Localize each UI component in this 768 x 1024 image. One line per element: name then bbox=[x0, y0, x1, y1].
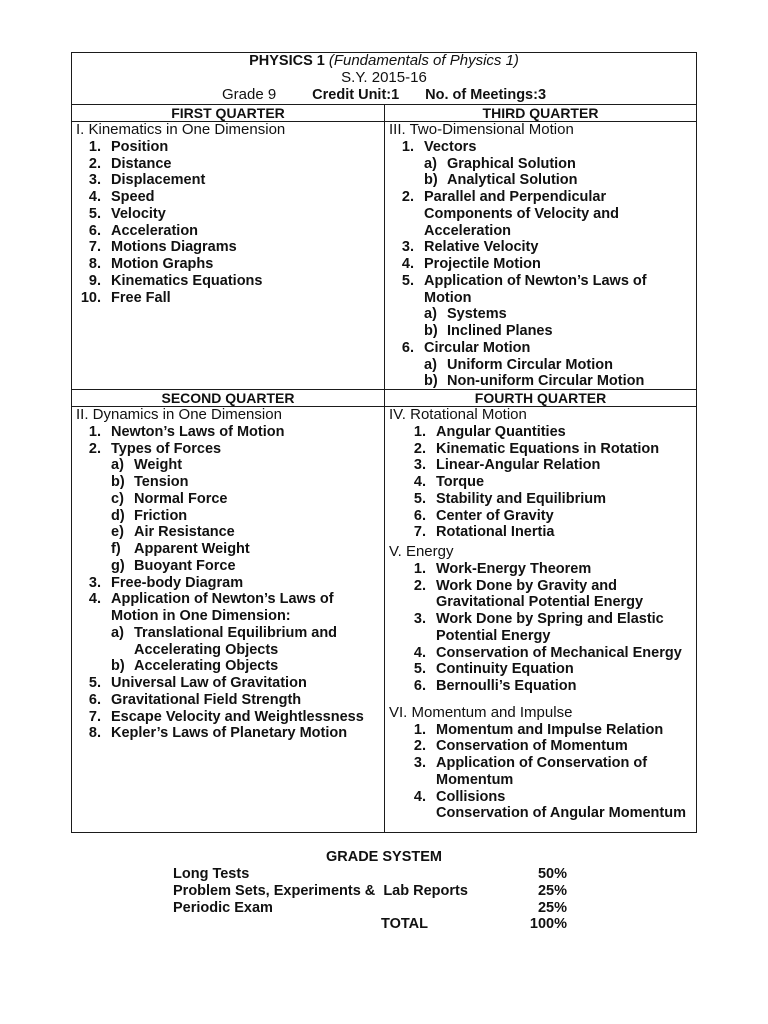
topic-section bbox=[389, 544, 696, 695]
item-body bbox=[436, 755, 647, 789]
item-body bbox=[111, 725, 347, 742]
topic-title: IV. Rotational Motion bbox=[389, 406, 527, 423]
item-body bbox=[111, 172, 205, 189]
grade-system-table bbox=[173, 866, 567, 933]
list-item bbox=[389, 578, 696, 612]
item-text: Potential Energy bbox=[436, 627, 551, 644]
sub-item bbox=[424, 373, 644, 390]
sub-item-body bbox=[134, 474, 189, 491]
item-body bbox=[111, 189, 155, 206]
item-body bbox=[111, 290, 171, 307]
list-item bbox=[389, 340, 696, 390]
item-number: 6. bbox=[401, 339, 414, 356]
item-body bbox=[436, 491, 606, 508]
item-body bbox=[424, 139, 578, 189]
item-number: 4. bbox=[413, 644, 426, 661]
sub-item-text: Apparent Weight bbox=[134, 541, 250, 557]
item-text: Motion bbox=[424, 289, 472, 306]
item-body bbox=[111, 575, 243, 592]
sub-item-label: b) bbox=[111, 474, 125, 490]
item-text: Conservation of Mechanical Energy bbox=[436, 644, 682, 661]
list-item bbox=[389, 441, 696, 458]
list-item bbox=[76, 675, 384, 692]
item-text: Acceleration bbox=[424, 222, 512, 239]
sub-item bbox=[111, 541, 250, 558]
list-item bbox=[389, 755, 696, 789]
list-item bbox=[389, 239, 696, 256]
sub-item-label: b) bbox=[424, 172, 438, 189]
column-divider bbox=[384, 105, 385, 832]
course-code: PHYSICS 1 bbox=[249, 53, 325, 69]
list-item bbox=[389, 424, 696, 441]
grade-row-percent: 25% bbox=[537, 899, 567, 916]
list-item bbox=[389, 722, 696, 739]
first-quarter-heading: FIRST QUARTER bbox=[171, 105, 285, 121]
list-item bbox=[76, 591, 384, 675]
sub-item-body bbox=[134, 491, 227, 508]
sub-item-label: g) bbox=[111, 557, 125, 574]
item-text: Continuity Equation bbox=[436, 661, 574, 678]
topic-section bbox=[389, 407, 696, 541]
list-item bbox=[76, 139, 384, 156]
topic-title: VI. Momentum and Impulse bbox=[389, 703, 573, 721]
item-number: 5. bbox=[88, 205, 101, 222]
item-body bbox=[436, 457, 600, 474]
course-meta-line bbox=[72, 87, 696, 104]
item-body bbox=[111, 273, 262, 290]
item-text: Displacement bbox=[111, 172, 206, 189]
sub-item-text: Friction bbox=[134, 507, 188, 524]
list-item bbox=[389, 661, 696, 678]
item-number: 4. bbox=[401, 256, 414, 272]
third-quarter-heading: THIRD QUARTER bbox=[482, 105, 599, 121]
list-item bbox=[76, 239, 384, 256]
item-text: Speed bbox=[111, 189, 155, 205]
list-item bbox=[76, 256, 384, 273]
topic-title: III. Two-Dimensional Motion bbox=[389, 121, 574, 138]
item-number: 7. bbox=[88, 239, 101, 256]
list-item bbox=[389, 678, 696, 695]
item-text: Newton’s Laws of Motion bbox=[111, 423, 285, 440]
topic-title: V. Energy bbox=[389, 543, 454, 560]
item-body bbox=[424, 239, 538, 256]
item-text: Center of Gravity bbox=[436, 507, 554, 524]
sub-item-body bbox=[134, 625, 337, 659]
item-text: Types of Forces bbox=[111, 440, 222, 457]
grade-row-percent: 25% bbox=[537, 882, 567, 899]
item-number: 5. bbox=[413, 490, 426, 507]
list-item bbox=[76, 206, 384, 223]
item-text: Collisions bbox=[436, 788, 506, 805]
item-text: Relative Velocity bbox=[424, 239, 539, 256]
item-number: 6. bbox=[413, 678, 426, 694]
sub-item-text: Graphical Solution bbox=[447, 155, 576, 172]
item-number: 3. bbox=[88, 574, 101, 591]
item-text: Work Done by Spring and Elastic bbox=[436, 611, 664, 627]
first-quarter-cell bbox=[72, 122, 384, 306]
list-item bbox=[389, 524, 696, 541]
sub-item-body bbox=[134, 524, 235, 541]
sub-item-text: Accelerating Objects bbox=[134, 658, 279, 675]
syllabus-table bbox=[71, 52, 697, 833]
second-quarter-cell bbox=[72, 407, 384, 742]
item-number: 9. bbox=[88, 272, 101, 289]
item-text: Universal Law of Gravitation bbox=[111, 675, 307, 691]
list-item bbox=[389, 256, 696, 273]
sub-item-label: b) bbox=[424, 373, 438, 390]
sub-item-text: Weight bbox=[134, 457, 183, 474]
list-item bbox=[389, 273, 696, 340]
list-item bbox=[76, 709, 384, 726]
list-item bbox=[389, 611, 696, 645]
item-text: Momentum and Impulse Relation bbox=[436, 721, 664, 738]
item-text: Conservation of Angular Momentum bbox=[436, 805, 686, 822]
grade-row bbox=[173, 866, 567, 883]
item-number: 3. bbox=[413, 755, 426, 771]
sub-item bbox=[111, 658, 337, 675]
course-title-line bbox=[72, 53, 696, 70]
item-text: Work-Energy Theorem bbox=[436, 560, 592, 577]
sub-item-text: Non-uniform Circular Motion bbox=[447, 373, 645, 390]
topic-section bbox=[389, 122, 696, 390]
sub-item-body bbox=[447, 357, 613, 374]
item-text: Components of Velocity and bbox=[424, 205, 619, 222]
sub-item-body bbox=[134, 457, 182, 474]
list-item bbox=[389, 139, 696, 189]
sub-item bbox=[424, 323, 647, 340]
item-body bbox=[436, 738, 628, 755]
item-body bbox=[111, 206, 166, 223]
grade-total-row bbox=[173, 916, 567, 933]
item-body bbox=[111, 223, 198, 240]
topic-title: I. Kinematics in One Dimension bbox=[76, 121, 286, 138]
item-number: 2. bbox=[413, 440, 426, 457]
sub-item bbox=[111, 457, 250, 474]
item-body bbox=[424, 340, 644, 390]
item-body bbox=[436, 474, 484, 491]
sub-item bbox=[111, 508, 250, 525]
grade-total-label: TOTAL bbox=[381, 916, 428, 933]
item-text: Kinematic Equations in Rotation bbox=[436, 440, 660, 457]
sub-item-body bbox=[134, 541, 250, 558]
item-text: Kinematics Equations bbox=[111, 272, 263, 289]
sub-item-text: Systems bbox=[447, 306, 507, 323]
item-body bbox=[436, 424, 566, 441]
item-text: Application of Conservation of bbox=[436, 755, 648, 771]
item-body bbox=[424, 256, 541, 273]
sub-item-label: e) bbox=[111, 524, 124, 541]
sub-item-label: a) bbox=[424, 306, 437, 323]
grade-level: Grade 9 bbox=[221, 85, 277, 103]
item-body bbox=[436, 678, 576, 695]
list-item bbox=[76, 725, 384, 742]
third-quarter-cell bbox=[385, 122, 696, 390]
item-text: Bernoulli’s Equation bbox=[436, 678, 577, 694]
topic-section bbox=[76, 407, 384, 742]
item-number: 4. bbox=[88, 189, 101, 205]
sub-item-body bbox=[447, 373, 644, 390]
fourth-quarter-cell bbox=[385, 407, 696, 822]
item-number: 10. bbox=[80, 289, 101, 306]
course-name: (Fundamentals of Physics 1) bbox=[328, 52, 519, 69]
list-item bbox=[389, 457, 696, 474]
item-body bbox=[436, 561, 591, 578]
grade-total-percent: 100% bbox=[529, 916, 567, 933]
list-item bbox=[389, 508, 696, 525]
item-text: Application of Newton’s Laws of bbox=[111, 591, 334, 608]
second-quarter-heading: SECOND QUARTER bbox=[161, 390, 295, 406]
item-text: Free-body Diagram bbox=[111, 574, 244, 591]
sub-item-label: c) bbox=[111, 490, 124, 507]
list-item bbox=[389, 738, 696, 755]
item-text: Vectors bbox=[424, 138, 477, 155]
item-number: 8. bbox=[88, 256, 101, 272]
item-text: Parallel and Perpendicular bbox=[424, 189, 607, 205]
sub-item-text: Analytical Solution bbox=[447, 172, 578, 189]
item-number: 5. bbox=[401, 272, 414, 289]
item-number: 1. bbox=[413, 721, 426, 738]
item-text: Angular Quantities bbox=[436, 423, 566, 440]
item-number: 2. bbox=[88, 440, 101, 457]
list-item bbox=[76, 692, 384, 709]
item-body bbox=[436, 611, 664, 645]
list-item bbox=[76, 441, 384, 575]
item-text: Rotational Inertia bbox=[436, 524, 555, 541]
item-text: Acceleration bbox=[111, 222, 199, 239]
list-item bbox=[76, 172, 384, 189]
sub-item-label: a) bbox=[111, 624, 124, 641]
topic-section bbox=[76, 122, 384, 306]
grade-row-label: Periodic Exam bbox=[173, 899, 273, 916]
sub-item-text: Tension bbox=[134, 474, 189, 490]
sub-item-text: Translational Equilibrium and bbox=[134, 624, 338, 641]
sub-item-label: a) bbox=[111, 457, 124, 474]
item-text: Distance bbox=[111, 155, 172, 172]
sub-item-text: Uniform Circular Motion bbox=[447, 356, 613, 373]
item-text: Linear-Angular Relation bbox=[436, 457, 601, 474]
item-body bbox=[424, 189, 619, 239]
item-number: 3. bbox=[88, 172, 101, 189]
item-text: Circular Motion bbox=[424, 339, 531, 356]
item-number: 2. bbox=[401, 189, 414, 205]
item-body bbox=[111, 239, 237, 256]
item-body bbox=[111, 591, 337, 675]
sub-item-body bbox=[134, 658, 278, 675]
list-item bbox=[76, 189, 384, 206]
credit-unit: Credit Unit:1 bbox=[312, 86, 400, 103]
item-number: 2. bbox=[88, 155, 101, 172]
sub-item bbox=[111, 625, 337, 659]
item-body bbox=[111, 692, 301, 709]
sub-item-text: Air Resistance bbox=[134, 524, 235, 541]
sub-item bbox=[424, 306, 647, 323]
meetings-count: No. of Meetings:3 bbox=[425, 86, 547, 103]
grade-row-label: Problem Sets, Experiments & Lab Reports bbox=[173, 882, 468, 899]
item-number: 3. bbox=[413, 611, 426, 627]
item-number: 4. bbox=[413, 788, 426, 805]
item-body bbox=[111, 675, 307, 692]
sub-item bbox=[424, 357, 644, 374]
item-text: Free Fall bbox=[111, 289, 171, 306]
item-number: 5. bbox=[88, 675, 101, 691]
item-number: 1. bbox=[401, 138, 414, 155]
list-item bbox=[76, 290, 384, 307]
item-text: Stability and Equilibrium bbox=[436, 490, 606, 507]
sub-item-text: Inclined Planes bbox=[447, 323, 553, 339]
item-number: 1. bbox=[88, 138, 101, 155]
item-number: 2. bbox=[413, 577, 426, 594]
topic-title: II. Dynamics in One Dimension bbox=[76, 406, 282, 423]
sub-item-text: Buoyant Force bbox=[134, 557, 236, 574]
item-body bbox=[111, 441, 250, 575]
list-item bbox=[76, 273, 384, 290]
item-number: 1. bbox=[88, 423, 101, 440]
item-body bbox=[424, 273, 647, 340]
item-number: 4. bbox=[413, 474, 426, 490]
sub-item bbox=[424, 156, 578, 173]
item-number: 5. bbox=[413, 661, 426, 678]
fourth-quarter-heading: FOURTH QUARTER bbox=[474, 390, 607, 406]
item-number: 1. bbox=[413, 560, 426, 577]
list-item bbox=[389, 561, 696, 578]
item-text: Position bbox=[111, 138, 169, 155]
item-text: Work Done by Gravity and bbox=[436, 577, 618, 594]
sub-item-label: a) bbox=[424, 356, 437, 373]
sub-item-body bbox=[447, 306, 507, 323]
list-item bbox=[389, 491, 696, 508]
list-item bbox=[76, 575, 384, 592]
sub-item-label: a) bbox=[424, 155, 437, 172]
item-body bbox=[111, 156, 171, 173]
item-text: Gravitational Field Strength bbox=[111, 691, 302, 708]
list-item bbox=[389, 789, 696, 823]
item-body bbox=[436, 661, 574, 678]
list-item bbox=[389, 474, 696, 491]
item-number: 6. bbox=[88, 222, 101, 239]
item-body bbox=[111, 709, 364, 726]
course-header bbox=[72, 53, 696, 105]
school-year: S.Y. 2015-16 bbox=[341, 68, 427, 86]
sub-item-label: f) bbox=[111, 541, 121, 557]
item-body bbox=[436, 508, 554, 525]
grade-row-percent: 50% bbox=[537, 866, 567, 882]
item-text: Kepler’s Laws of Planetary Motion bbox=[111, 725, 348, 742]
item-number: 7. bbox=[413, 524, 426, 541]
sub-item-body bbox=[134, 508, 187, 525]
sub-item-label: b) bbox=[111, 658, 125, 675]
item-text: Torque bbox=[436, 474, 485, 490]
sub-item-text: Normal Force bbox=[134, 490, 228, 507]
sub-item bbox=[111, 474, 250, 491]
item-body bbox=[111, 424, 284, 441]
item-text: Application of Newton’s Laws of bbox=[424, 272, 647, 289]
item-body bbox=[111, 139, 168, 156]
item-body bbox=[436, 524, 554, 541]
item-number: 7. bbox=[88, 708, 101, 725]
grade-row-label: Long Tests bbox=[173, 866, 250, 882]
item-text: Conservation of Momentum bbox=[436, 738, 628, 755]
item-text: Motion in One Dimension: bbox=[111, 608, 291, 624]
item-number: 1. bbox=[413, 423, 426, 440]
topic-section bbox=[389, 705, 696, 822]
item-number: 6. bbox=[413, 507, 426, 524]
item-number: 2. bbox=[413, 738, 426, 755]
sub-item-body bbox=[447, 323, 553, 340]
item-number: 8. bbox=[88, 725, 101, 742]
item-number: 3. bbox=[401, 239, 414, 256]
sub-item bbox=[111, 558, 250, 575]
list-item bbox=[389, 645, 696, 662]
sub-item-body bbox=[134, 558, 236, 575]
item-text: Escape Velocity and Weightlessness bbox=[111, 708, 364, 725]
list-item bbox=[389, 189, 696, 239]
item-body bbox=[436, 645, 682, 662]
sub-item-label: d) bbox=[111, 507, 125, 524]
list-item bbox=[76, 156, 384, 173]
sub-item-body bbox=[447, 172, 578, 189]
item-text: Velocity bbox=[111, 205, 166, 222]
item-body bbox=[436, 722, 663, 739]
item-body bbox=[436, 578, 643, 612]
sub-item-body bbox=[447, 156, 576, 173]
sub-item bbox=[424, 172, 578, 189]
sub-item bbox=[111, 491, 250, 508]
item-text: Gravitational Potential Energy bbox=[436, 594, 644, 611]
grade-system-title: GRADE SYSTEM bbox=[325, 849, 442, 865]
item-body bbox=[111, 256, 213, 273]
list-item bbox=[76, 424, 384, 441]
list-item bbox=[76, 223, 384, 240]
item-text: Motions Diagrams bbox=[111, 239, 237, 256]
sub-item bbox=[111, 524, 250, 541]
item-text: Motion Graphs bbox=[111, 256, 214, 272]
item-number: 3. bbox=[413, 457, 426, 474]
item-body bbox=[436, 441, 659, 458]
sub-item-text: Accelerating Objects bbox=[134, 641, 279, 658]
item-number: 6. bbox=[88, 691, 101, 708]
item-number: 4. bbox=[88, 591, 101, 608]
grade-row bbox=[173, 883, 567, 900]
grade-row bbox=[173, 900, 567, 917]
item-text: Momentum bbox=[436, 771, 514, 788]
item-text: Projectile Motion bbox=[424, 256, 541, 272]
sub-item-label: b) bbox=[424, 323, 438, 339]
item-body bbox=[436, 789, 686, 823]
